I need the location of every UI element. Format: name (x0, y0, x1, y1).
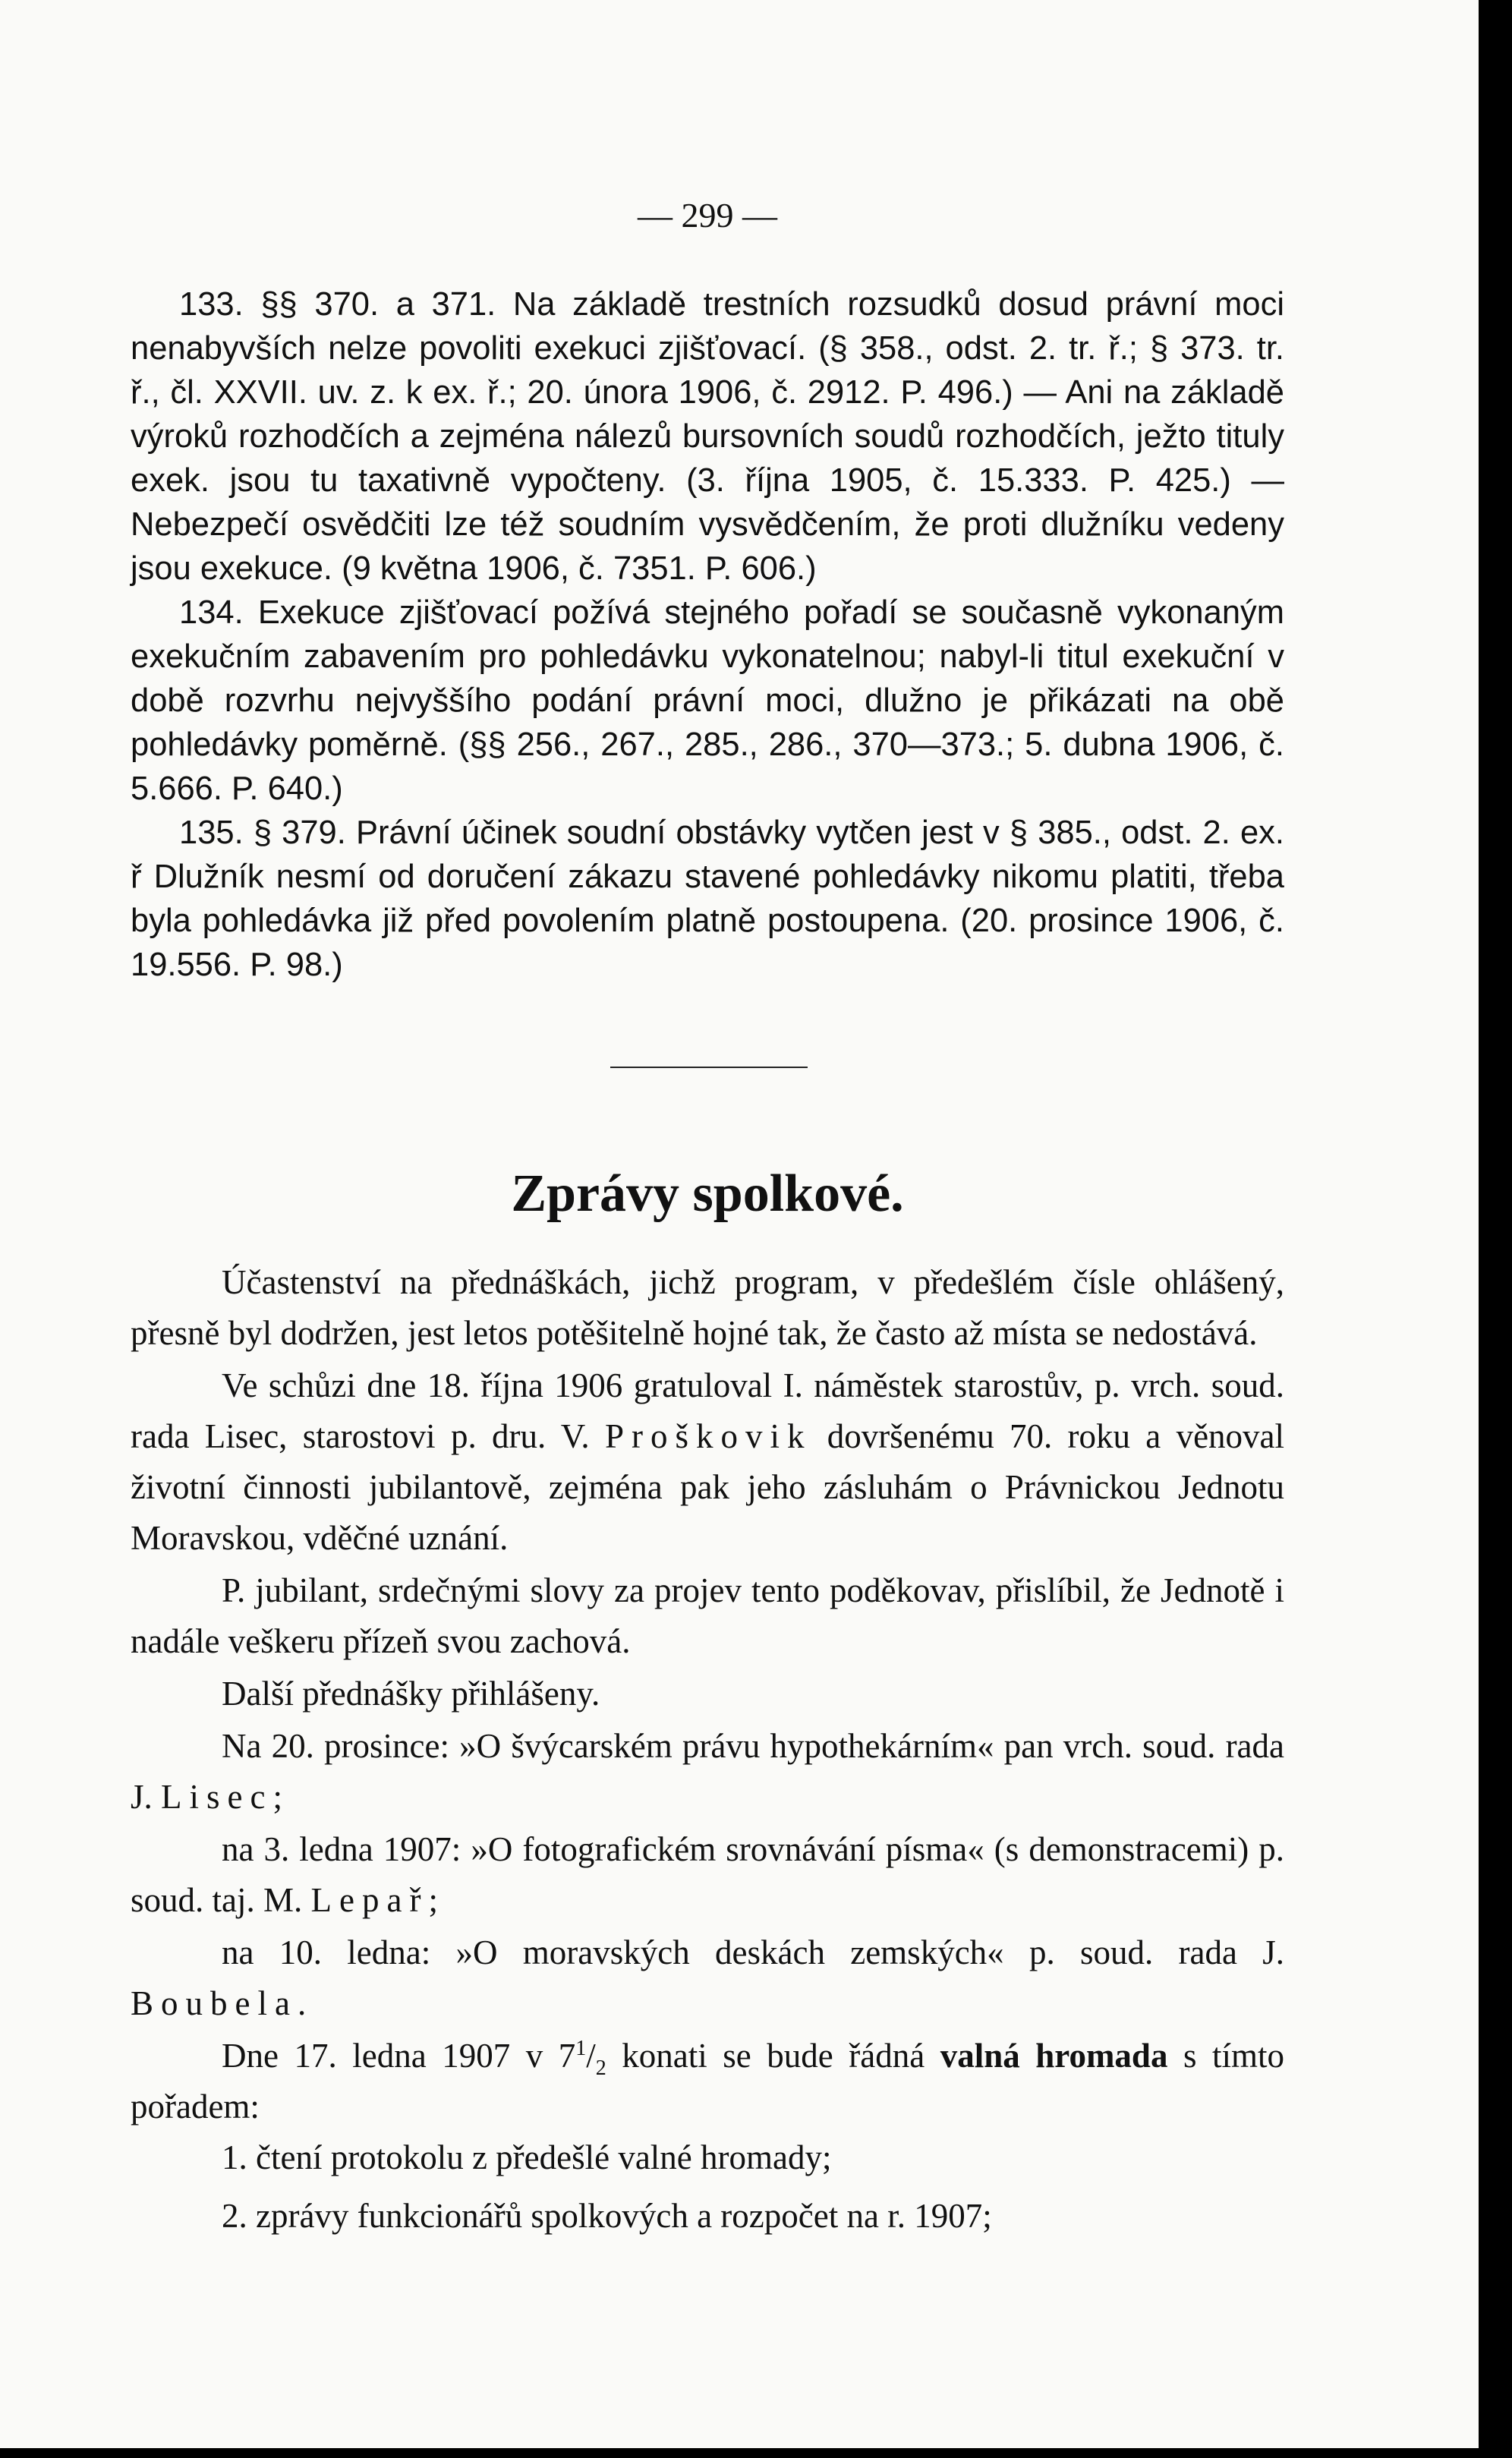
news-paragraph: Dne 17. ledna 1907 v $7^1/_2$ konati se bude řádná valná hromada s tímto pořadem: (131, 2037, 1285, 2126)
news-text: ; (428, 1881, 438, 1919)
news-paragraph: Další přednášky přihlášeny. (222, 1675, 600, 1713)
section-heading: Zprávy spolkové. (511, 1164, 904, 1223)
fraction-numerator: 1 (575, 2037, 587, 2060)
news-text: na 3. ledna 1907: »O fotografickém srovnávání písma« (s demonstracemi) p. soud. taj. M. (131, 1830, 1284, 1919)
section-divider (610, 1067, 808, 1068)
news-paragraph: Účastenství na přednáškách, jichž program, v předešlém čísle ohlášený, přesně byl dodržen, jest letos potěšitelně hojné tak, že často až místa se nedostává. (131, 1263, 1284, 1352)
person-name: Boubela (131, 1984, 298, 2022)
news-text: konati se bude řádná (622, 2037, 925, 2075)
court-rulings (131, 282, 1284, 987)
ruling-134 (131, 591, 1284, 811)
ruling-number: 135. (179, 815, 244, 851)
news-text: . (297, 1984, 307, 2022)
news-text: Na 20. prosince: »O švýcarském právu hypothekárním« pan vrch. soud. rada J. (131, 1727, 1284, 1816)
general-meeting-emphasis: valná hromada (940, 2037, 1168, 2075)
news-text: s tímto pořadem: (131, 2037, 1285, 2126)
news-text: ; (272, 1778, 282, 1816)
news-text: na 10. ledna: »O moravských deskách zemských« p. soud. rada J. (222, 1933, 1284, 1971)
person-name: Lisec (161, 1778, 273, 1816)
ruling-135 (131, 811, 1284, 987)
agenda-item: 2. zprávy funkcionářů spolkových a rozpočet na r. 1907; (222, 2197, 992, 2235)
ruling-133 (131, 282, 1284, 591)
news-text: Dne 17. ledna 1907 v 7 (222, 2037, 576, 2075)
person-name: Proškovik (604, 1417, 812, 1455)
ruling-number: 133. (179, 286, 244, 323)
page-number: — 299 — (638, 196, 777, 235)
person-name: Lepař (310, 1881, 429, 1919)
fraction-denominator: 2 (595, 2056, 606, 2080)
ruling-text: § 379. Právní účinek soudní obstávky vytčen jest v § 385., odst. 2. ex. ř Dlužník nesmí od doručení zákazu stavené pohledávky nikomu platiti, třeba byla pohledávka již před povolením platně postoupena. (20. prosince 1906, č. 19.556. P. 98.) (131, 815, 1285, 983)
news-paragraph (131, 1360, 1284, 1564)
ruling-text: §§ 370. a 371. Na základě trestních rozsudků dosud právní moci nenabyvších nelze povoliti exekuci zjišťovací. (§ 358., odst. 2. tr. ř.; § 373. tr. ř., čl. XXVII. uv. z. k ex. ř.; 20. února 1906, č. 2912. P. 496.) — Ani na základě výroků rozhodčích a zejména nálezů bursovních soudů rozhodčích, ježto tituly exek. jsou tu taxativně vypočteny. (3. října 1905, č. 15.333. P. 425.) — Nebezpečí osvědčiti lze též soudním vysvědčením, že proti dlužníku vedeny jsou exekuce. (9 května 1906, č. 7351. P. 606.) (131, 286, 1284, 587)
news-text: Ve schůzi dne 18. října 1906 gratuloval I. náměstek starostův, p. vrch. soud. rada Lisec, starostovi p. dru. V. (131, 1366, 1284, 1455)
ruling-text: Exekuce zjišťovací požívá stejného pořadí se současně vykonaným exekučním zabavením pro pohledávku vykonatelnou; nabyl-li titul exekuční v době rozvrhu nejvyššího podání právní moci, dlužno je přikázati na obě pohledávky poměrně. (§§ 256., 267., 285., 286., 370—373.; 5. dubna 1906, č. 5.666. P. 640.) (131, 594, 1284, 807)
news-paragraph (131, 1824, 1284, 1926)
agenda-item: 1. čtení protokolu z předešlé valné hromady; (222, 2138, 832, 2176)
society-news (131, 1257, 1284, 2249)
news-paragraph (131, 1721, 1284, 1823)
news-paragraph: P. jubilant, srdečnými slovy za projev tento poděkovav, přislíbil, že Jednotě i nadále veškeru přízeň svou zachová. (131, 1571, 1284, 1660)
news-text: dovršenému 70. roku a věnoval životní činnosti jubilantově, zejména pak jeho zásluhám o Právnickou Jednotu Moravskou, vděčné uznání. (131, 1417, 1285, 1557)
ruling-number: 134. (179, 594, 244, 631)
news-paragraph (131, 1927, 1284, 2029)
